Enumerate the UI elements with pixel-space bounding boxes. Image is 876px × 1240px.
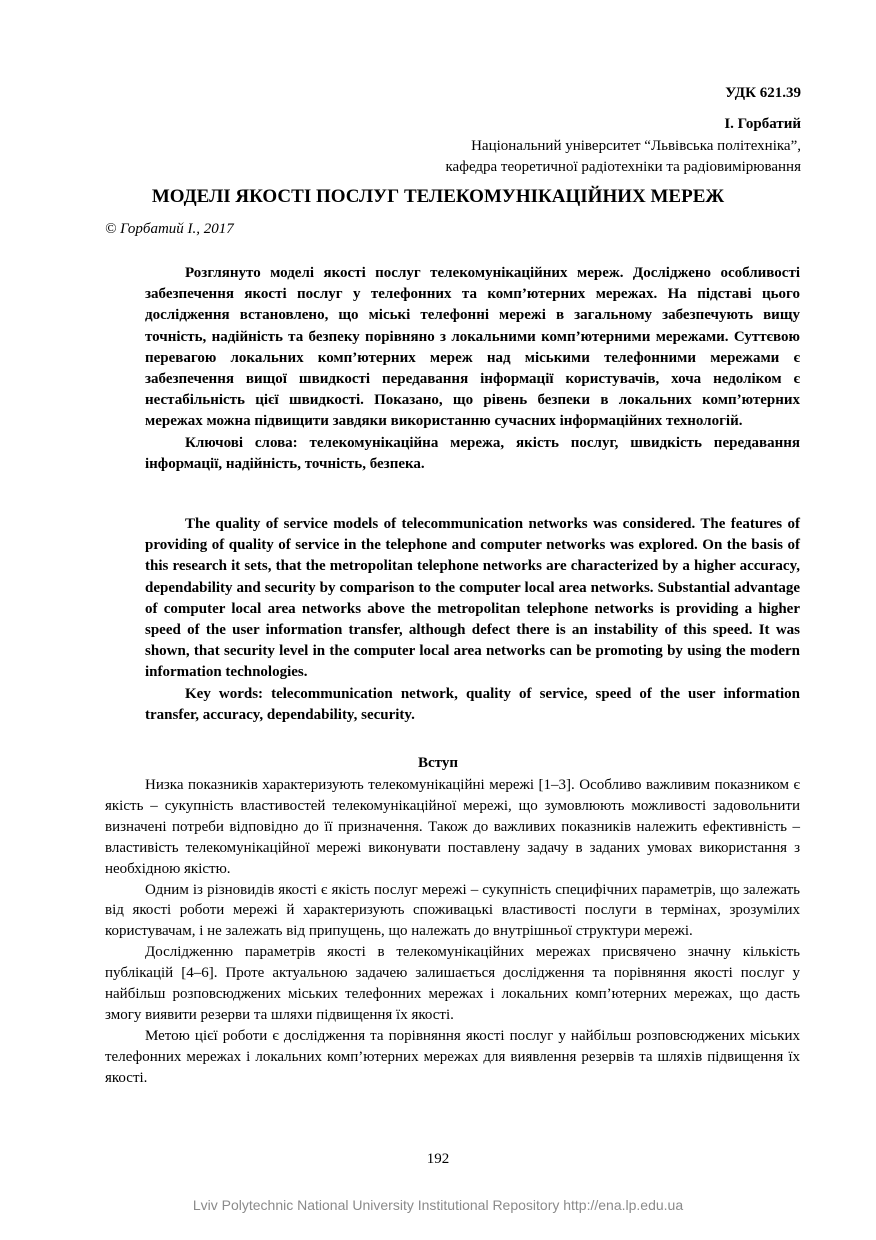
abstract-ukrainian-text: Розглянуто моделі якості послуг телекомунікаційних мереж. Досліджено особливості забезпечення якості послуг у телефонних та комп’ютерних мережах. На підставі цього дослідження встановлено, що міські телефонні мережі в загальному забезпечують вищу точність, надійність та безпеку порівняно з локальними комп’ютерними мережами. Суттєвою перевагою локальних комп’ютерних мереж над міськими телефонними мережами є забезпечення вищої швидкості передавання інформації користувачів, хоча недоліком є нестабільність цієї швидкості. Показано, що рівень безпеки в локальних комп’ютерних мережах можна підвищити завдяки використанню сучасних інформаційних технологій. bbox=[145, 265, 800, 430]
intro-paragraph: Метою цієї роботи є дослідження та порівняння якості послуг у найбільш розповсюджених міських телефонних мережах і локальних комп’ютерних мережах для виявлення резервів та шляхів підвищення їх якості. bbox=[105, 1027, 800, 1086]
affiliation-university: Національний університет “Львівська політехніка”, bbox=[471, 138, 801, 154]
abstract-ukrainian bbox=[145, 263, 800, 475]
keywords-english: Key words: telecommunication network, quality of service, speed of the user information transfer, accuracy, dependability, security. bbox=[145, 685, 800, 723]
author-name: І. Горбатий bbox=[724, 116, 801, 132]
abstract-english bbox=[145, 514, 800, 726]
affiliation bbox=[446, 136, 802, 178]
affiliation-department: кафедра теоретичної радіотехніки та радіовимірювання bbox=[445, 159, 801, 175]
copyright-line: © Горбатий І., 2017 bbox=[105, 221, 234, 237]
page-number: 192 bbox=[426, 1151, 450, 1167]
repository-footer: Lviv Polytechnic National University Institutional Repository http://ena.lp.edu.ua bbox=[192, 1197, 684, 1213]
abstract-english-text: The quality of service models of telecommunication networks was considered. The features of providing of quality of service in the telephone and computer networks was explored. On the basis of this research it sets, that the metropolitan telephone networks are characterized by a higher accuracy, dependability and security by comparison to the computer local area networks. Substantial advantage of computer local area networks above the metropolitan telephone networks is providing a higher speed of the user information transfer, although defect there is an instability of this speed. It was shown, that security level in the computer local area networks can be promoting by using the modern information technologies. bbox=[145, 516, 800, 681]
intro-body bbox=[105, 775, 800, 1089]
intro-paragraph: Низка показників характеризують телекомунікаційні мережі [1–3]. Особливо важливим показником є якість – сукупність властивостей телекомунікаційної мережі, що зумовлюють можливості задовольнити визначені потреби відповідно до її призначення. Також до важливих показників належить ефективність – властивість телекомунікаційної мережі виконувати поставлену задачу в заданих умовах використання з необхідною якістю. bbox=[105, 777, 800, 877]
section-heading-intro: Вступ bbox=[418, 755, 458, 771]
intro-paragraph: Одним із різновидів якості є якість послуг мережі – сукупність специфічних параметрів, що залежать від якості роботи мережі й характеризують споживацькі властивості послуги в термінах, зрозумілих користувачам, і не залежать від припущень, що належать до внутрішньої структури мережі. bbox=[105, 881, 800, 940]
udk-code: УДК 621.39 bbox=[725, 85, 801, 101]
intro-paragraph: Дослідженню параметрів якості в телекомунікаційних мережах присвячено значну кількість публікацій [4–6]. Проте актуальною задачею залишається дослідження та порівняння якості послуг у найбільш розповсюджених міських телефонних мережах і локальних комп’ютерних мережах, що дасть змогу виявити резерви та шляхи підвищення їх якості. bbox=[105, 944, 800, 1023]
keywords-ukrainian: Ключові слова: телекомунікаційна мережа, якість послуг, швидкість передавання інформації, надійність, точність, безпека. bbox=[145, 434, 800, 472]
paper-title: МОДЕЛІ ЯКОСТІ ПОСЛУГ ТЕЛЕКОМУНІКАЦІЙНИХ МЕРЕЖ bbox=[151, 186, 725, 207]
